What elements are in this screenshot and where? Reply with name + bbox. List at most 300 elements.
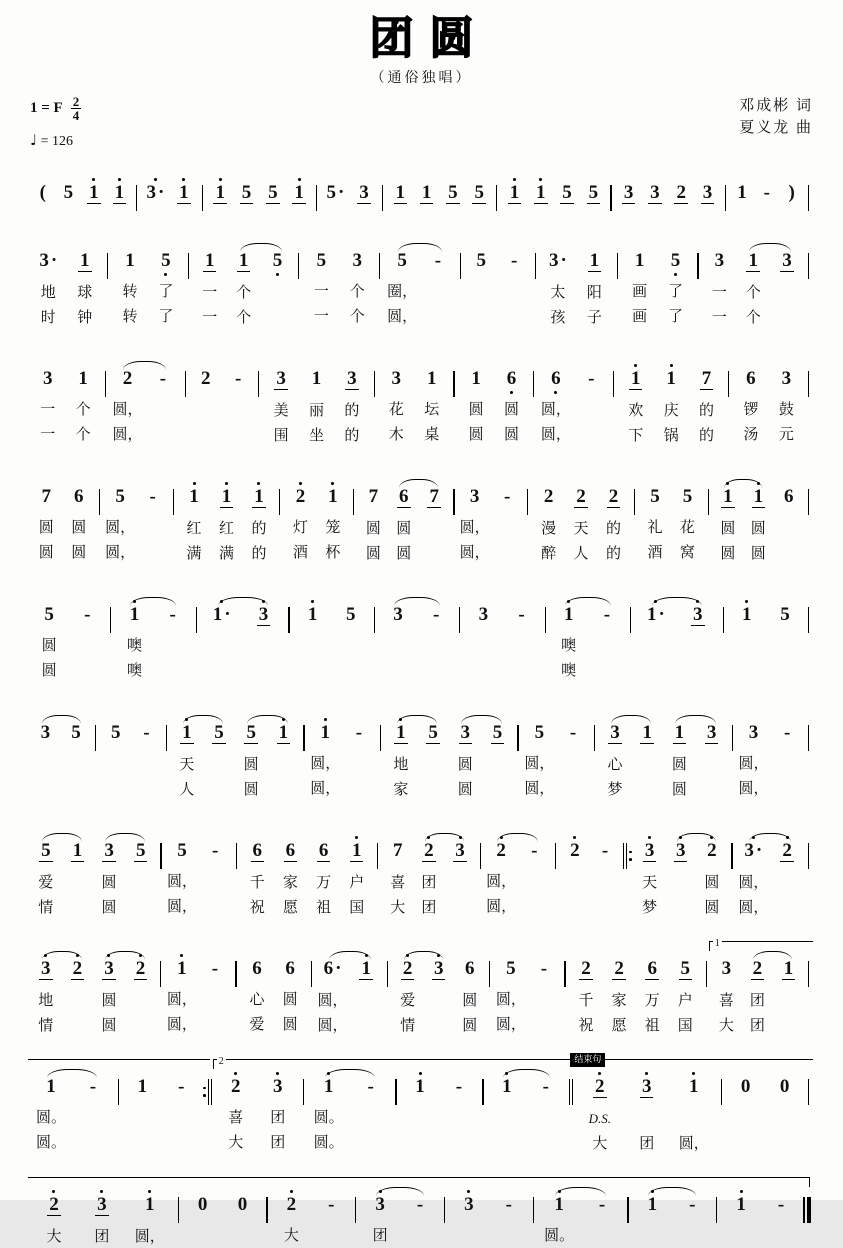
barline bbox=[91, 716, 100, 751]
lyric-row bbox=[401, 1132, 479, 1154]
duration-dash: - bbox=[503, 485, 511, 507]
lyric-row bbox=[303, 281, 375, 303]
notes-row bbox=[201, 598, 285, 633]
lyric-syllable bbox=[62, 872, 94, 894]
measure bbox=[494, 952, 560, 1036]
lyric-row bbox=[458, 542, 523, 564]
lyric-syllable bbox=[162, 1132, 201, 1154]
lyric-syllable bbox=[677, 636, 719, 658]
lyric-syllable bbox=[145, 424, 180, 446]
measure bbox=[713, 480, 804, 565]
lyric-syllable bbox=[72, 1107, 114, 1129]
measure bbox=[401, 1070, 479, 1154]
lyric-syllable bbox=[491, 517, 523, 539]
lyric-row bbox=[100, 778, 161, 800]
barline bbox=[307, 952, 316, 987]
lyric-row bbox=[316, 990, 383, 1012]
measure bbox=[634, 834, 727, 919]
lyric-syllable bbox=[311, 1225, 351, 1247]
key-signature-text: 1 = F bbox=[30, 100, 63, 117]
lyric-syllable bbox=[518, 871, 551, 893]
note: 3 bbox=[706, 721, 717, 743]
lyric-row bbox=[487, 1132, 565, 1154]
note: 3 · bbox=[548, 249, 567, 271]
lyric-row bbox=[540, 282, 613, 304]
lyric-row bbox=[632, 1225, 712, 1247]
barline bbox=[349, 480, 358, 515]
measure bbox=[100, 716, 161, 800]
note: 1 bbox=[107, 176, 133, 211]
note: 3 bbox=[634, 834, 665, 869]
note: 6 bbox=[538, 362, 573, 396]
lyric-syllable: 一 bbox=[40, 401, 56, 418]
notes-row bbox=[104, 480, 169, 514]
measure bbox=[193, 244, 295, 329]
lyric-syllable bbox=[440, 1107, 479, 1129]
lyric-row bbox=[308, 1132, 392, 1154]
lyric-syllable bbox=[726, 1132, 765, 1154]
measure bbox=[321, 176, 378, 211]
lyric-syllable bbox=[465, 281, 498, 303]
lyric-row bbox=[171, 754, 300, 776]
note: 2 bbox=[576, 485, 586, 507]
lyric-syllable bbox=[556, 778, 590, 800]
barline bbox=[804, 244, 813, 279]
lyric-syllable: 团 bbox=[94, 1228, 110, 1245]
bracket-line bbox=[630, 1177, 721, 1187]
duration-dash: - bbox=[777, 1193, 785, 1215]
barline bbox=[804, 598, 813, 633]
notes-row bbox=[458, 480, 523, 514]
note: 3 bbox=[781, 367, 792, 389]
measure bbox=[379, 362, 450, 446]
lyric-syllable bbox=[201, 661, 243, 683]
lyric-syllable bbox=[222, 424, 254, 446]
lyric-syllable: 圆 bbox=[41, 662, 57, 679]
barline bbox=[383, 952, 392, 987]
lyric-syllable: 子 bbox=[586, 309, 602, 326]
barline bbox=[284, 598, 293, 633]
lyric-syllable: 圆， bbox=[459, 544, 490, 561]
lyric-row bbox=[382, 872, 475, 894]
barline bbox=[693, 244, 702, 279]
measure bbox=[271, 1188, 351, 1247]
lyric-syllable: 圆 bbox=[504, 426, 520, 443]
lyric-syllable: 了 bbox=[667, 283, 683, 300]
note: 1 bbox=[471, 367, 481, 389]
lyric-row bbox=[178, 543, 275, 565]
lyric-syllable: 个 bbox=[236, 284, 252, 301]
measure bbox=[574, 1053, 717, 1155]
notes-row bbox=[384, 244, 456, 278]
lyric-syllable bbox=[774, 543, 804, 565]
time-signature bbox=[71, 95, 82, 123]
lyric-syllable: 圆 bbox=[462, 992, 478, 1009]
lyric-syllable: 转 bbox=[122, 308, 138, 325]
lyric-row bbox=[464, 635, 540, 657]
lyric-syllable bbox=[761, 1225, 801, 1247]
time-signature-denominator: 4 bbox=[72, 108, 80, 124]
lyric-syllable bbox=[350, 1107, 392, 1129]
lyric-syllable: 一 bbox=[711, 284, 727, 301]
lyric-syllable bbox=[162, 1107, 201, 1129]
begin-repeat-barline bbox=[620, 834, 634, 869]
notes-row bbox=[458, 362, 529, 396]
note: 3 bbox=[423, 952, 454, 987]
note: 5 bbox=[448, 181, 458, 203]
note: 1 bbox=[721, 1188, 761, 1222]
lyric-row bbox=[384, 281, 456, 303]
lyric-syllable: 爱 bbox=[400, 992, 416, 1009]
lyric-syllable: 下 bbox=[628, 427, 644, 444]
note: 1 bbox=[170, 176, 198, 211]
lyric-syllable: 木 bbox=[388, 426, 404, 443]
lyric-syllable bbox=[332, 660, 370, 682]
note: 2 bbox=[614, 957, 624, 979]
lyric-syllable: 圆 bbox=[457, 756, 473, 773]
lyric-syllable: 圆 bbox=[504, 401, 520, 418]
music-system bbox=[30, 586, 813, 683]
lyric-syllable bbox=[464, 635, 502, 657]
note: 1 bbox=[737, 181, 747, 203]
measure bbox=[728, 598, 804, 682]
note: 3 bbox=[677, 598, 719, 633]
lyric-row bbox=[30, 424, 101, 446]
lyric-syllable bbox=[154, 660, 192, 682]
note: 6 bbox=[647, 957, 657, 979]
barline bbox=[804, 834, 813, 869]
barline bbox=[231, 952, 240, 987]
lyric-row bbox=[392, 1015, 485, 1037]
notes-row bbox=[178, 480, 275, 515]
note: 3 bbox=[42, 367, 53, 389]
lyric-syllable: 锣 bbox=[743, 401, 759, 418]
notes-row bbox=[358, 480, 449, 515]
lyric-syllable bbox=[379, 660, 417, 682]
barline bbox=[370, 362, 379, 397]
lyric-row bbox=[550, 660, 626, 682]
lyric-syllable bbox=[765, 1107, 804, 1129]
duration-dash: - bbox=[432, 603, 440, 625]
lyric-syllable bbox=[588, 660, 626, 682]
lyric-row bbox=[494, 989, 560, 1011]
measure bbox=[183, 1188, 263, 1247]
measure bbox=[308, 716, 375, 800]
lyric-syllable bbox=[774, 518, 804, 540]
credits bbox=[739, 95, 813, 140]
note: 5 bbox=[148, 244, 184, 278]
notes-row bbox=[215, 1070, 299, 1104]
lyric-syllable bbox=[199, 896, 232, 918]
measure bbox=[538, 362, 609, 446]
lyric-row bbox=[458, 399, 529, 421]
lyric-syllable: 圆 bbox=[750, 545, 766, 562]
lyric-row bbox=[385, 779, 514, 801]
lyric-syllable: 噢 bbox=[126, 662, 142, 679]
bracket-line bbox=[447, 1177, 538, 1187]
notes-row bbox=[30, 362, 101, 396]
measure bbox=[392, 952, 485, 1037]
notes-row bbox=[190, 362, 255, 396]
lyric-syllable bbox=[199, 871, 232, 893]
measure bbox=[721, 1188, 801, 1247]
measure bbox=[458, 480, 523, 564]
lyric-syllable: 圆 bbox=[71, 544, 87, 561]
lyric-syllable bbox=[631, 754, 663, 776]
lyric-syllable: 个 bbox=[349, 283, 365, 300]
note: 2 bbox=[122, 367, 133, 389]
duration-dash: - bbox=[149, 485, 156, 507]
tempo-marking bbox=[30, 131, 81, 150]
lyric-syllable: 爱 bbox=[249, 1016, 265, 1033]
note: 1 bbox=[308, 716, 342, 750]
note: 3 bbox=[444, 834, 475, 869]
lyric-row bbox=[639, 517, 704, 539]
notes-row bbox=[308, 716, 375, 750]
notes-row bbox=[622, 244, 694, 278]
lyric-syllable: 团 bbox=[749, 992, 765, 1009]
lyric-row bbox=[30, 872, 156, 894]
lyric-syllable bbox=[201, 636, 243, 658]
measure bbox=[618, 362, 724, 447]
lyric-syllable: 个 bbox=[349, 308, 365, 325]
note: 1 bbox=[421, 181, 432, 203]
notes-row bbox=[487, 1070, 565, 1104]
barline bbox=[392, 1070, 401, 1105]
lyric-row bbox=[30, 517, 95, 539]
lyric-row bbox=[737, 753, 804, 775]
barline bbox=[630, 480, 639, 515]
notes-row bbox=[713, 480, 804, 515]
lyric-row bbox=[30, 307, 103, 329]
lyric-row bbox=[30, 1107, 114, 1129]
notes-row bbox=[284, 480, 349, 514]
bracket-line bbox=[269, 1177, 360, 1187]
lyric-syllable: 欢 bbox=[628, 402, 644, 419]
lyric-syllable: 庆 bbox=[663, 402, 679, 419]
lyric-row bbox=[171, 779, 300, 801]
note: 1 bbox=[238, 249, 249, 271]
notes-row bbox=[635, 598, 719, 633]
note: 6 bbox=[285, 957, 295, 979]
lyric-syllable bbox=[100, 778, 131, 800]
lyric-row bbox=[308, 778, 375, 800]
lyric-syllable bbox=[72, 1132, 114, 1154]
barline bbox=[623, 1188, 632, 1223]
lyric-row bbox=[358, 543, 449, 565]
lyric-syllable: 圆 bbox=[101, 992, 117, 1009]
lyric-row bbox=[487, 1107, 565, 1129]
note: 3 bbox=[30, 952, 62, 987]
notes-row bbox=[599, 716, 728, 751]
note: 6 bbox=[252, 957, 262, 979]
lyric-syllable: 圆， bbox=[524, 755, 555, 772]
lyric-syllable bbox=[502, 635, 540, 657]
lyric-row bbox=[165, 989, 231, 1011]
measure bbox=[241, 834, 374, 919]
lyric-syllable: 红 bbox=[219, 520, 235, 537]
lyric-syllable: 圆 bbox=[720, 520, 736, 537]
barline bbox=[169, 480, 178, 515]
measure bbox=[730, 176, 804, 210]
lyric-syllable bbox=[203, 779, 235, 801]
note: 2 bbox=[676, 181, 686, 203]
lyric-syllable: 圆。 bbox=[35, 1109, 66, 1126]
lyric-syllable: 个 bbox=[75, 426, 91, 443]
lyric-syllable: 梦 bbox=[642, 899, 658, 916]
measure bbox=[358, 480, 449, 565]
note: 1 bbox=[72, 839, 83, 861]
note: 3 bbox=[460, 721, 471, 743]
note: 1 bbox=[311, 367, 322, 389]
lyric-syllable bbox=[243, 636, 285, 658]
measure bbox=[30, 244, 103, 329]
lyric-syllable: 圆 bbox=[457, 781, 473, 798]
duration-dash: - bbox=[211, 839, 219, 861]
lyric-syllable: 圆， bbox=[738, 874, 769, 891]
lyric-row bbox=[728, 635, 804, 657]
lyric-syllable bbox=[770, 872, 804, 894]
barline bbox=[373, 834, 382, 869]
lyric-syllable: 祖 bbox=[316, 899, 332, 916]
notes-row bbox=[392, 952, 485, 987]
lyric-syllable: 圆， bbox=[540, 401, 571, 418]
barline bbox=[232, 834, 241, 869]
lyric-syllable bbox=[125, 1015, 157, 1037]
lyric-syllable: 团 bbox=[270, 1134, 286, 1151]
notes-row bbox=[193, 244, 295, 279]
lyric-syllable bbox=[183, 1225, 223, 1247]
lyric-syllable bbox=[417, 635, 455, 657]
duration-dash: - bbox=[518, 603, 525, 625]
lyric-syllable: 圆 bbox=[462, 1017, 478, 1034]
note: 3 bbox=[391, 367, 402, 389]
measure bbox=[171, 716, 300, 801]
barline bbox=[440, 1188, 449, 1223]
lyric-syllable: 情 bbox=[400, 1017, 416, 1034]
note: 5 bbox=[658, 244, 694, 278]
notes-row bbox=[308, 1070, 392, 1104]
lyric-syllable bbox=[670, 1108, 717, 1130]
lyric-syllable bbox=[728, 635, 766, 657]
lyric-syllable: 团 bbox=[421, 899, 437, 916]
lyric-row bbox=[30, 635, 106, 657]
composer-credit: 夏义龙 曲 bbox=[739, 120, 813, 137]
lyric-row bbox=[711, 990, 804, 1012]
note: 2 bbox=[125, 952, 157, 987]
barline bbox=[728, 716, 737, 751]
lyric-row bbox=[737, 778, 804, 800]
lyric-syllable bbox=[518, 896, 551, 918]
lyric-row bbox=[713, 518, 804, 540]
lyric-syllable: 圆， bbox=[486, 898, 517, 915]
lyric-syllable: 天 bbox=[573, 520, 589, 537]
notes-row bbox=[736, 834, 804, 869]
lyric-syllable bbox=[125, 990, 157, 1012]
lyric-row bbox=[449, 1225, 529, 1247]
notes-row bbox=[737, 716, 804, 750]
note: 1 bbox=[115, 598, 153, 632]
lyric-syllable bbox=[527, 989, 560, 1011]
lyric-syllable bbox=[342, 753, 376, 775]
lyric-syllable: 圆 bbox=[396, 545, 412, 562]
measure bbox=[387, 176, 492, 211]
notes-row bbox=[115, 598, 191, 632]
lyric-syllable: 喜 bbox=[718, 992, 734, 1009]
note: 2 bbox=[271, 1188, 311, 1222]
note: 5 bbox=[41, 839, 51, 861]
lyric-row bbox=[293, 660, 369, 682]
note: 5 bbox=[428, 721, 438, 743]
lyric-syllable: 愿 bbox=[611, 1017, 627, 1034]
notes-row bbox=[271, 1188, 351, 1222]
lyric-row bbox=[464, 660, 540, 682]
barline bbox=[590, 716, 599, 751]
lyric-syllable: 圆 bbox=[282, 1016, 298, 1033]
notes-row bbox=[733, 362, 804, 396]
lyric-syllable: 家 bbox=[282, 874, 298, 891]
measure bbox=[449, 1188, 529, 1247]
lyric-row bbox=[190, 424, 255, 446]
lyric-syllable: 圆， bbox=[540, 426, 571, 443]
duration-dash: - bbox=[169, 603, 176, 625]
lyric-row bbox=[538, 399, 609, 421]
note: 5 bbox=[534, 721, 545, 743]
lyric-row bbox=[358, 518, 449, 540]
lyric-syllable: 圆， bbox=[310, 780, 341, 797]
lyric-row bbox=[104, 517, 169, 539]
barline bbox=[804, 362, 813, 397]
lyric-syllable: 圆 bbox=[365, 520, 381, 537]
note: 3 bbox=[347, 367, 357, 389]
lyric-syllable: 人 bbox=[179, 781, 195, 798]
rest: 0 bbox=[197, 1193, 208, 1215]
lyric-syllable: 地 bbox=[40, 284, 56, 301]
note: 5 bbox=[135, 839, 146, 861]
barline bbox=[299, 1070, 308, 1105]
lyric-row bbox=[30, 542, 95, 564]
barline bbox=[560, 952, 569, 987]
lyric-syllable: 圆， bbox=[310, 755, 341, 772]
lyric-row bbox=[379, 660, 455, 682]
lyric-syllable bbox=[590, 896, 620, 918]
lyric-syllable: 大 bbox=[718, 1017, 734, 1034]
notes-row bbox=[360, 1188, 440, 1222]
lyric-row bbox=[30, 399, 101, 421]
note: 2 bbox=[284, 480, 316, 514]
measure bbox=[622, 244, 694, 328]
lyric-row bbox=[713, 543, 804, 565]
lyric-row bbox=[360, 1225, 440, 1247]
barline bbox=[376, 716, 385, 751]
measure bbox=[550, 598, 626, 682]
lyric-row bbox=[569, 990, 701, 1012]
lyric-row bbox=[726, 1107, 804, 1129]
barline bbox=[523, 480, 532, 515]
note: 1 bbox=[204, 249, 215, 271]
lyric-syllable bbox=[61, 753, 92, 775]
lyric-syllable: 圆 bbox=[671, 756, 687, 773]
lyric-syllable: 圆， bbox=[167, 873, 198, 890]
lyric-syllable bbox=[766, 635, 804, 657]
dal-segno-mark: D.S. bbox=[588, 1110, 611, 1126]
barline bbox=[804, 1070, 813, 1105]
lyric-row bbox=[634, 897, 727, 919]
duration-dash: - bbox=[89, 1075, 97, 1097]
bracket-line bbox=[28, 1059, 123, 1069]
note: 1 bbox=[743, 480, 773, 515]
note: 2 bbox=[392, 952, 423, 987]
